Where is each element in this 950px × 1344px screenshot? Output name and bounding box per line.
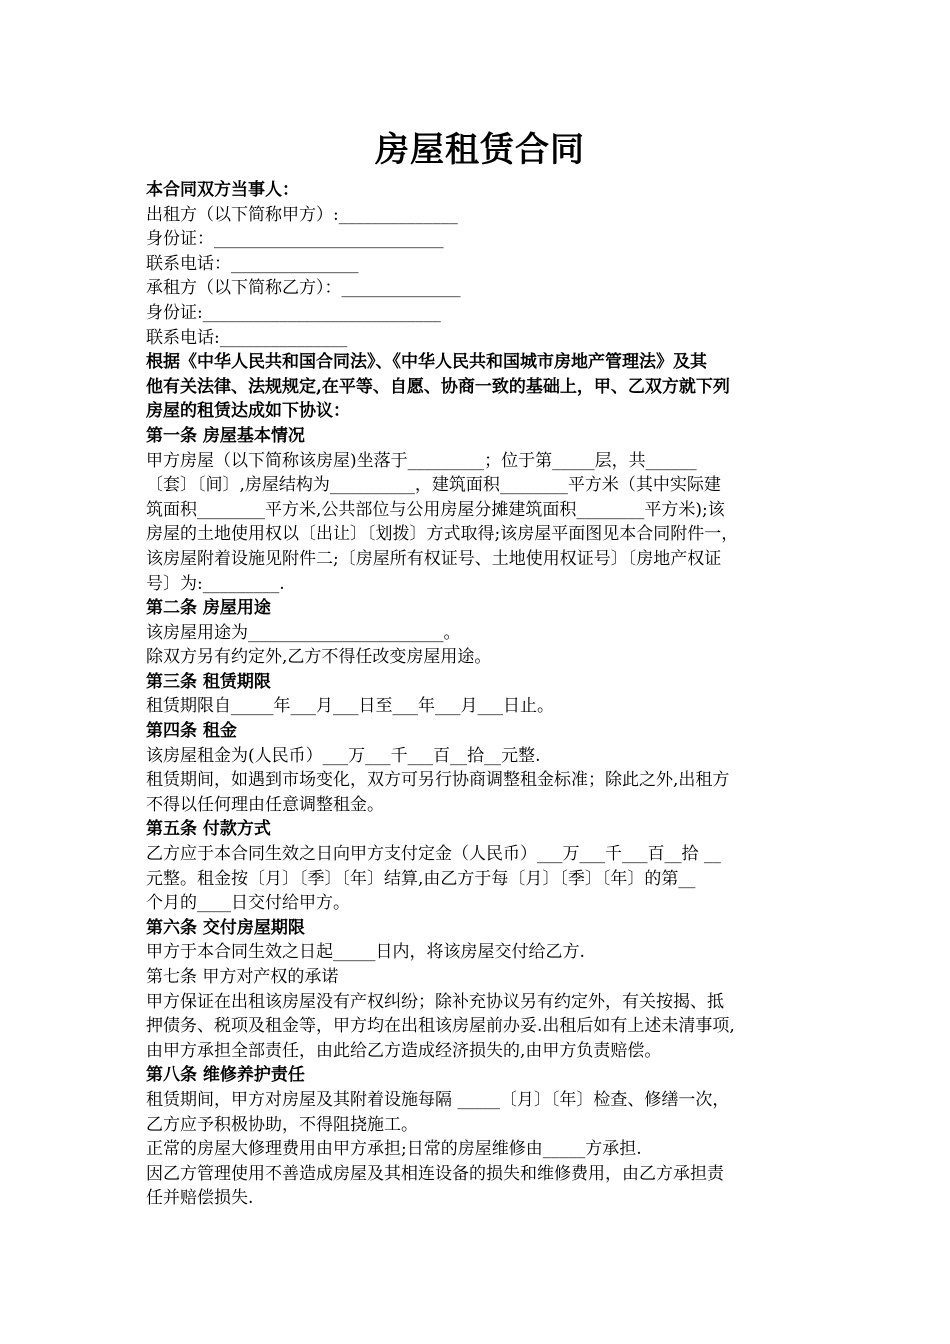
document-body [146, 178, 814, 1211]
body-text-line: 承租方（以下简称乙方）：______________ [146, 278, 461, 299]
body-text-line: 联系电话：_______________ [146, 253, 359, 274]
body-text-line: 出租方（以下简称甲方）:______________ [146, 204, 458, 225]
section-heading-line: 第二条 房屋用途 [146, 598, 271, 619]
section-heading-line: 房屋的租赁达成如下协议： [146, 401, 350, 422]
section-heading-line: 第三条 租赁期限 [146, 671, 271, 692]
body-text-line: 甲方房屋（以下简称该房屋)坐落于_________；位于第_____层，共______ [146, 450, 697, 471]
body-text-line: 身份证:____________________________ [146, 302, 441, 323]
section-heading-line: 本合同双方当事人： [146, 180, 299, 200]
body-text-line: 押债务、税项及租金等，甲方均在出租该房屋前办妥.出租后如有上述未清事项, [146, 1016, 735, 1037]
body-text-line: 房屋的土地使用权以〔出让〕〔划拨〕方式取得;该房屋平面图见本合同附件一， [146, 524, 739, 545]
body-text-line: 正常的房屋大修理费用由甲方承担;日常的房屋维修由_____方承担. [146, 1139, 642, 1160]
document-title: 房屋租赁合同 [375, 130, 585, 170]
body-text-line: 乙方应予积极协助，不得阻挠施工。 [146, 1114, 418, 1135]
section-heading-line: 第五条 付款方式 [146, 819, 271, 840]
body-text-line: 第七条 甲方对产权的承诺 [146, 967, 339, 987]
body-text-line: 不得以任何理由任意调整租金。 [146, 794, 384, 815]
body-text-line: 甲方保证在出租该房屋没有产权纠纷；除补充协议另有约定外，有关按揭、抵 [146, 991, 724, 1012]
body-text-line: 该房屋租金为(人民币）___万___千___百__拾__元整. [146, 745, 541, 766]
section-heading-line: 第一条 房屋基本情况 [146, 425, 305, 446]
body-text-line: 由甲方承担全部责任，由此给乙方造成经济损失的,由甲方负责赔偿。 [146, 1040, 662, 1061]
section-heading-line: 他有关法律、法规规定,在平等、自愿、协商一致的基础上，甲、乙双方就下列 [146, 376, 730, 397]
section-heading-line: 第六条 交付房屋期限 [146, 917, 305, 938]
body-text-line: 租赁期间，如遇到市场变化，双方可另行协商调整租金标准；除此之外,出租方 [146, 770, 730, 791]
body-text-line: 个月的____日交付给甲方。 [146, 893, 350, 914]
body-text-line: 租赁期限自_____年___月___日至___年___月___日止。 [146, 696, 554, 717]
body-text-line: 元整。租金按〔月〕〔季〕〔年〕结算,由乙方于每〔月〕〔季〕〔年〕的第__ [146, 868, 696, 889]
body-text-line: 号〕为:_________. [146, 573, 285, 594]
body-text-line: 甲方于本合同生效之日起_____日内，将该房屋交付给乙方. [146, 942, 585, 963]
document-page [146, 128, 814, 1211]
body-text-line: 除双方另有约定外,乙方不得任改变房屋用途。 [146, 647, 492, 668]
body-text-line: 〔套〕〔间〕,房屋结构为__________，建筑面积________平方米（其中实际建 [146, 475, 721, 496]
section-heading-line: 第八条 维修养护责任 [146, 1065, 305, 1086]
body-text-line: 乙方应于本合同生效之日向甲方支付定金（人民币）___万___千___百__拾 __ [146, 844, 721, 865]
body-text-line: 该房屋附着设施见附件二;〔房屋所有权证号、土地使用权证号〕〔房地产权证 [146, 548, 722, 569]
body-text-line: 租赁期间，甲方对房屋及其附着设施每隔 _____〔月〕〔年〕检查、修缮一次， [146, 1089, 730, 1110]
section-heading-line: 根据《中华人民共和国合同法》、《中华人民共和国城市房地产管理法》及其 [146, 352, 707, 373]
body-text-line: 任并赔偿损失. [146, 1188, 254, 1209]
section-heading-line: 第四条 租金 [146, 721, 237, 742]
body-text-line: 因乙方管理使用不善造成房屋及其相连设备的损失和维修费用，由乙方承担责 [146, 1163, 724, 1184]
body-text-line: 筑面积________平方米,公共部位与公用房屋分摊建筑面积________平方米);该 [146, 499, 725, 520]
body-text-line: 联系电话:_______________ [146, 327, 348, 348]
body-text-line: 该房屋用途为_______________________。 [146, 622, 461, 643]
body-text-line: 身份证：___________________________ [146, 229, 444, 250]
